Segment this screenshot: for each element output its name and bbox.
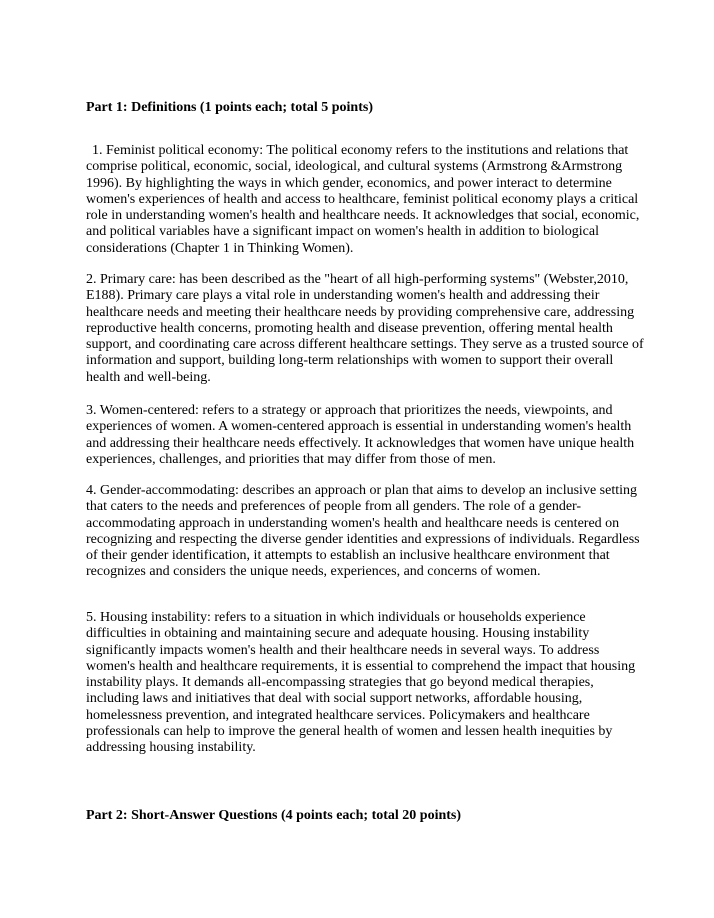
part2-heading: Part 2: Short-Answer Questions (4 points each; total 20 points)	[86, 808, 462, 823]
definition-women-centered: 3. Women-centered: refers to a strategy or approach that prioritizes the needs, viewpoints, and experiences of women. A women-centered approach is essential in understanding women's health and addressing their healthcare needs effectively. It acknowledges that women have unique health experiences, challenges, and priorities that may differ from those of men.	[86, 403, 635, 467]
definition-primary-care: 2. Primary care: has been described as the "heart of all high-performing systems" (Webster,2010, E188). Primary care plays a vital role in understanding women's health and addressing their healthcare needs and meeting their healthcare needs by providing comprehensive care, addressing reproductive health concerns, promoting health and disease prevention, offering mental health support, and coordinating care across different healthcare settings. They serve as a trusted source of information and support, building long-term relationships with women to support their overall health and well-being.	[86, 272, 644, 385]
definition-number: 1.	[92, 143, 103, 158]
definition-gender-accommodating: 4. Gender-accommodating: describes an approach or plan that aims to develop an inclusive setting that caters to the needs and preferences of people from all genders. The role of a gender-accommodating approach in understanding women's health and healthcare needs is centered on recognizing and respecting the diverse gender identities and expressions of individuals. Regardless of their gender identification, it attempts to establish an inclusive healthcare environment that recognizes and considers the unique needs, experiences, and concerns of women.	[86, 483, 640, 580]
part1-heading: Part 1: Definitions (1 points each; total 5 points)	[86, 100, 373, 115]
definition-feminist-political-economy	[86, 143, 646, 257]
definition-housing-instability: 5. Housing instability: refers to a situation in which individuals or households experience difficulties in obtaining and maintaining secure and adequate housing. Housing instability significantly impacts women's health and their healthcare needs in several ways. To address women's health and healthcare requirements, it is essential to comprehend the impact that housing instability plays. It demands all-encompassing strategies that go beyond medical therapies, including laws and initiatives that deal with social support networks, affordable housing, homelessness prevention, and integrated healthcare services. Policymakers and healthcare professionals can help to improve the general health of women and lessen health inequities by addressing housing instability.	[86, 610, 636, 756]
definition-text: Feminist political economy: The political economy refers to the institutions and relations that comprise political, economic, social, ideological, and cultural systems (Armstrong &Armstrong 1996). By highlighting the ways in which gender, economics, and power interact to determine women's experiences of health and access to healthcare, feminist political economy plays a critical role in understanding women's health and healthcare needs. It acknowledges that social, economic, and political variables have a significant impact on women's health in addition to biological considerations (Chapter 1 in Thinking Women).	[86, 143, 640, 256]
